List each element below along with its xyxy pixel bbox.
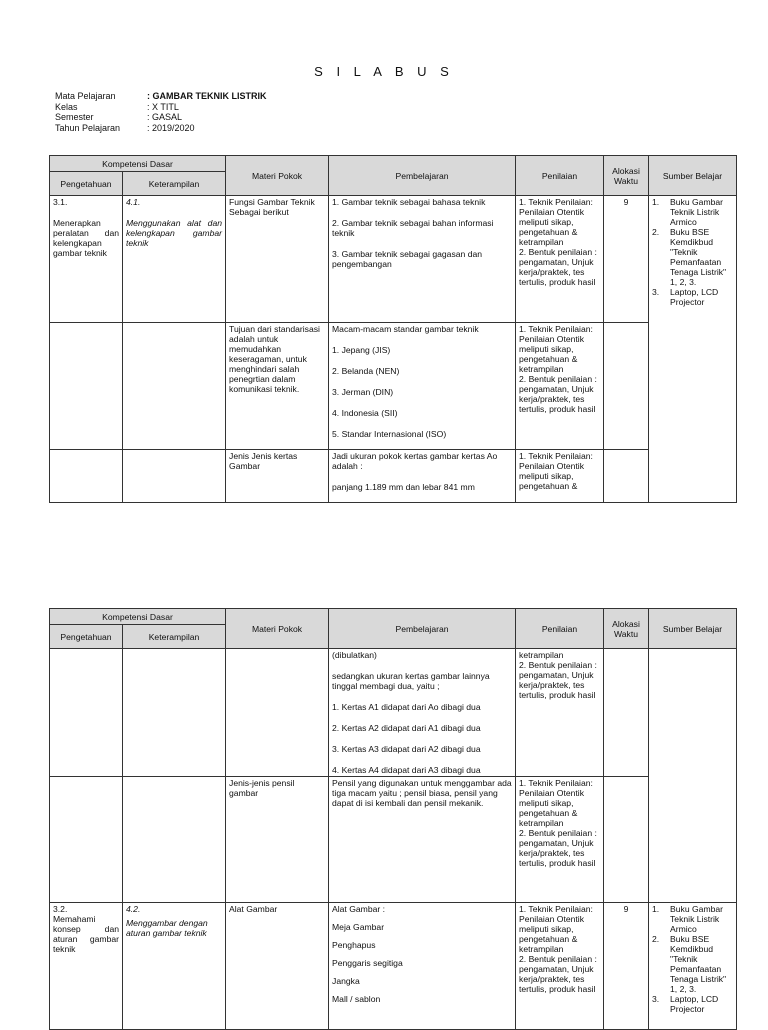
sumber-list	[652, 904, 733, 1014]
header-keterampilan: Keterampilan	[123, 625, 226, 649]
info-value: : X TITL	[147, 101, 179, 112]
list-item: 1. Buku Gambar Teknik Listrik Armico	[652, 904, 724, 934]
header-keterampilan: Keterampilan	[123, 172, 226, 196]
header-penilaian: Penilaian	[516, 609, 604, 649]
pembelajaran-line: 5. Standar Internasional (ISO)	[332, 429, 447, 439]
cell-materi	[226, 649, 329, 777]
syllabus-table-1	[49, 155, 737, 503]
cell-keterampilan	[123, 450, 226, 503]
info-label: Kelas	[55, 101, 78, 112]
cell-penilaian: 1. Teknik Penilaian: Penilaian Otentik meliputi sikap, pengetahuan & ketrampilan 2. Bentuk penilaian : pengamatan, Unjuk kerja/praktek, tes tertulis, produk hasil	[516, 777, 604, 903]
course-info	[55, 91, 267, 133]
course-info-row	[55, 123, 267, 134]
table-row	[50, 196, 737, 323]
cell-materi: Tujuan dari standarisasi adalah untuk memudahkan keseragaman, untuk menghindari salah penegrtian dalam komunikasi teknik.	[226, 323, 329, 450]
kd-text: Menggambar dengan aturan gambar teknik	[126, 918, 208, 938]
pembelajaran-line: Jadi ukuran pokok kertas gambar kertas Ao adalah :	[332, 451, 498, 471]
cell-materi: Fungsi Gambar Teknik Sebagai berikut	[226, 196, 329, 323]
table-row	[50, 323, 737, 450]
header-kompetensi-dasar: Kompetensi Dasar	[50, 156, 226, 172]
header-pembelajaran: Pembelajaran	[329, 609, 516, 649]
cell-pengetahuan	[50, 777, 123, 903]
list-item: 1. Buku Gambar Teknik Listrik Armico	[652, 197, 724, 227]
header-sumber-belajar: Sumber Belajar	[649, 156, 737, 196]
kd-text: Memahami konsep dan aturan gambar teknik	[53, 914, 119, 954]
pembelajaran-line: sedangkan ukuran kertas gambar lainnya tinggal membagi dua, yaitu ;	[332, 671, 490, 691]
cell-pembelajaran	[329, 649, 516, 777]
pembelajaran-line: Jangka	[332, 976, 360, 986]
kd-number: 4.1.	[126, 197, 141, 207]
info-label: Tahun Pelajaran	[55, 122, 121, 133]
pembelajaran-line: 2. Kertas A2 didapat dari A1 dibagi dua	[332, 723, 481, 733]
cell-alokasi	[604, 323, 649, 450]
penilaian-text: 1. Teknik Penilaian: Penilaian Otentik meliputi sikap, pengetahuan &	[519, 451, 593, 491]
sumber-list	[652, 197, 733, 307]
cell-keterampilan	[123, 903, 226, 1030]
list-item: 3. Laptop, LCD Projector	[652, 994, 719, 1014]
pembelajaran-line: Penghapus	[332, 940, 376, 950]
cell-pengetahuan	[50, 196, 123, 323]
cell-alokasi	[604, 777, 649, 903]
cell-alokasi	[604, 450, 649, 503]
info-value: : GAMBAR TEKNIK LISTRIK	[147, 91, 267, 101]
cell-alokasi: 9	[604, 196, 649, 323]
table-row	[50, 777, 737, 903]
info-value: : 2019/2020	[147, 122, 195, 133]
list-item: 3. Laptop, LCD Projector	[652, 287, 719, 307]
cell-keterampilan	[123, 777, 226, 903]
cell-sumber	[649, 196, 737, 503]
header-alokasi-waktu: Alokasi Waktu	[604, 609, 649, 649]
pembelajaran-line: Meja Gambar	[332, 922, 385, 932]
cell-pengetahuan	[50, 649, 123, 777]
pembelajaran-line: 1. Kertas A1 didapat dari Ao dibagi dua	[332, 702, 481, 712]
cell-pengetahuan	[50, 323, 123, 450]
header-materi-pokok: Materi Pokok	[226, 609, 329, 649]
list-item: 2. Buku BSE Kemdikbud "Teknik Pemanfaatan Tenaga Listrik" 1, 2, 3.	[652, 227, 727, 287]
cell-pembelajaran	[329, 323, 516, 450]
cell-keterampilan	[123, 649, 226, 777]
header-materi-pokok: Materi Pokok	[226, 156, 329, 196]
cell-penilaian: 1. Teknik Penilaian: Penilaian Otentik meliputi sikap, pengetahuan & ketrampilan 2. Bentuk penilaian : pengamatan, Unjuk kerja/praktek, tes tertulis, produk hasil	[516, 323, 604, 450]
pembelajaran-line: 4. Kertas A4 didapat dari A3 dibagi dua	[332, 765, 481, 775]
pembelajaran-line: Alat Gambar :	[332, 904, 386, 914]
info-value: : GASAL	[147, 112, 183, 122]
cell-keterampilan	[123, 323, 226, 450]
kd-number: 4.2.	[126, 904, 141, 914]
pembelajaran-line: 2. Gambar teknik sebagai bahan informasi teknik	[332, 218, 494, 238]
info-label: Mata Pelajaran	[55, 91, 116, 101]
header-kompetensi-dasar: Kompetensi Dasar	[50, 609, 226, 625]
document-title: S I L A B U S	[314, 64, 454, 79]
cell-penilaian	[516, 450, 604, 503]
pembelajaran-line: 1. Jepang (JIS)	[332, 345, 391, 355]
cell-alokasi	[604, 649, 649, 777]
table-row	[50, 450, 737, 503]
cell-pengetahuan	[50, 450, 123, 503]
cell-materi: Jenis Jenis kertas Gambar	[226, 450, 329, 503]
header-pengetahuan: Pengetahuan	[50, 625, 123, 649]
syllabus-table-2	[49, 608, 737, 1030]
pembelajaran-line: Macam-macam standar gambar teknik	[332, 324, 479, 334]
header-sumber-belajar: Sumber Belajar	[649, 609, 737, 649]
cell-materi: Jenis-jenis pensil gambar	[226, 777, 329, 903]
course-info-row	[55, 102, 267, 113]
table-row	[50, 649, 737, 777]
kd-number: 3.1.	[53, 197, 68, 207]
cell-alokasi: 9	[604, 903, 649, 1030]
pembelajaran-line: (dibulatkan)	[332, 650, 377, 660]
cell-pembelajaran	[329, 196, 516, 323]
info-label: Semester	[55, 112, 94, 122]
pembelajaran-line: Mall / sablon	[332, 994, 381, 1004]
cell-pengetahuan	[50, 903, 123, 1030]
pembelajaran-line: 3. Gambar teknik sebagai gagasan dan pengembangan	[332, 249, 483, 269]
pembelajaran-line: 1. Gambar teknik sebagai bahasa teknik	[332, 197, 486, 207]
cell-penilaian: ketrampilan 2. Bentuk penilaian : pengamatan, Unjuk kerja/praktek, tes tertulis, produk hasil	[516, 649, 604, 777]
kd-text: Menerapkan peralatan dan kelengkapan gambar teknik	[53, 218, 119, 258]
kd-number: 3.2.	[53, 904, 68, 914]
cell-materi: Alat Gambar	[226, 903, 329, 1030]
cell-penilaian: 1. Teknik Penilaian: Penilaian Otentik meliputi sikap, pengetahuan & ketrampilan 2. Bentuk penilaian : pengamatan, Unjuk kerja/praktek, tes tertulis, produk hasil	[516, 196, 604, 323]
pembelajaran-line: 4. Indonesia (SII)	[332, 408, 398, 418]
pembelajaran-line: Penggaris segitiga	[332, 958, 403, 968]
header-alokasi-waktu: Alokasi Waktu	[604, 156, 649, 196]
table-row	[50, 903, 737, 1030]
course-info-row	[55, 91, 267, 102]
pembelajaran-line: 3. Kertas A3 didapat dari A2 dibagi dua	[332, 744, 481, 754]
cell-penilaian: 1. Teknik Penilaian: Penilaian Otentik meliputi sikap, pengetahuan & ketrampilan 2. Bentuk penilaian : pengamatan, Unjuk kerja/praktek, tes tertulis, produk hasil	[516, 903, 604, 1030]
kd-text: Menggunakan alat dan kelengkapan gambar teknik	[126, 218, 223, 248]
header-pembelajaran: Pembelajaran	[329, 156, 516, 196]
pembelajaran-line: 3. Jerman (DIN)	[332, 387, 394, 397]
course-info-row	[55, 112, 267, 123]
cell-pembelajaran	[329, 903, 516, 1030]
cell-sumber	[649, 649, 737, 903]
cell-pembelajaran: Pensil yang digunakan untuk menggambar ada tiga macam yaitu ; pensil biasa, pensil yang dapat di isi kembali dan pensil mekanik.	[329, 777, 516, 903]
cell-sumber	[649, 903, 737, 1030]
cell-pembelajaran	[329, 450, 516, 503]
cell-keterampilan	[123, 196, 226, 323]
list-item: 2. Buku BSE Kemdikbud "Teknik Pemanfaatan Tenaga Listrik" 1, 2, 3.	[652, 934, 727, 994]
pembelajaran-line: panjang 1.189 mm dan lebar 841 mm	[332, 482, 475, 492]
pembelajaran-line: 2. Belanda (NEN)	[332, 366, 400, 376]
header-pengetahuan: Pengetahuan	[50, 172, 123, 196]
header-penilaian: Penilaian	[516, 156, 604, 196]
